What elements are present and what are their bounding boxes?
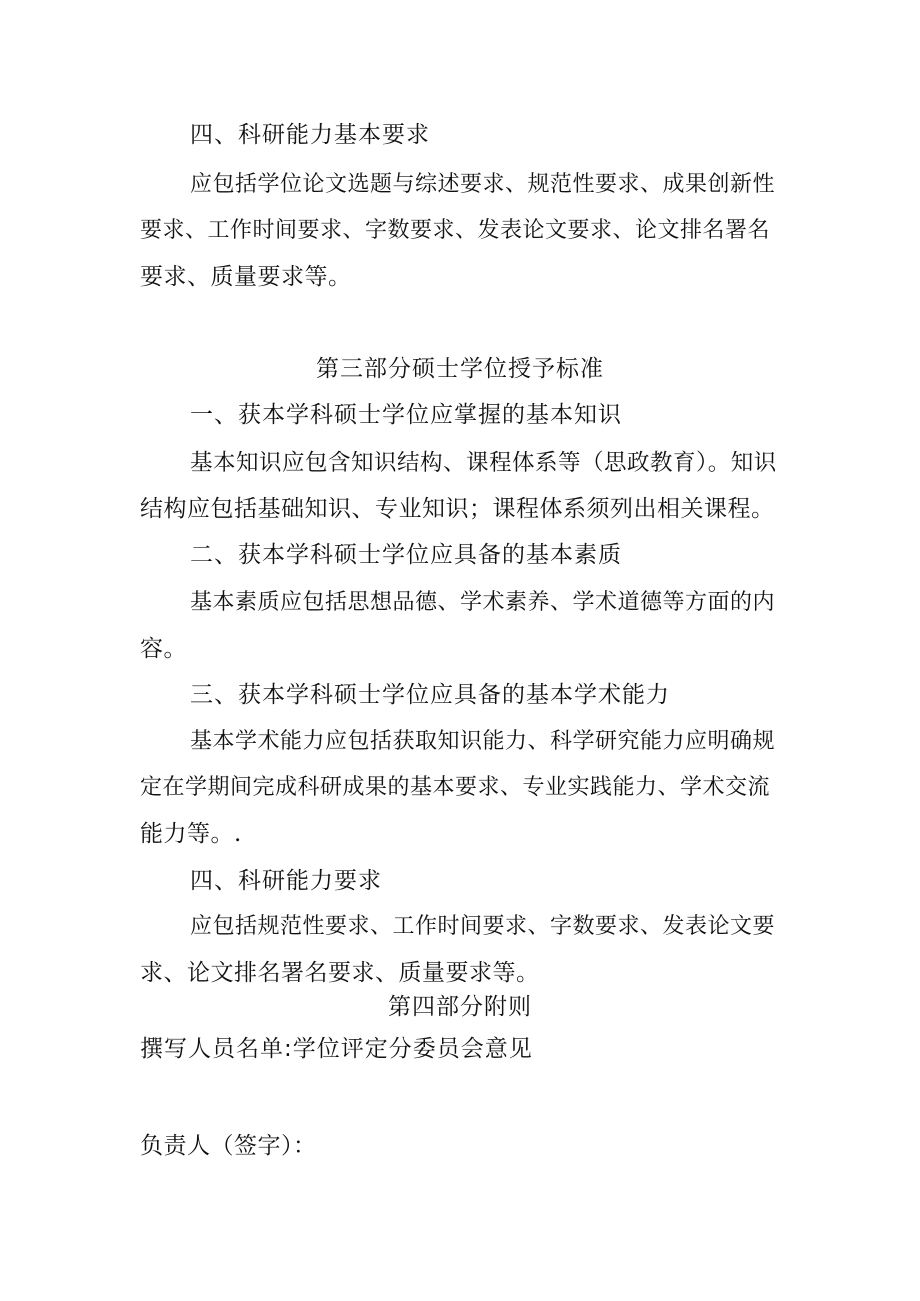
part3-section3-body-line-1: 基本学术能力应包括获取知识能力、科学研究能力应明确规 [190,729,776,754]
part3-section2-heading: 二、获本学科硕士学位应具备的基本素质 [190,542,622,568]
part3-section2-body-line-1: 基本素质应包括思想品德、学术素养、学术道德等方面的内 [190,590,776,615]
section4-body-line-1: 应包括学位论文选题与综述要求、规范性要求、成果创新性 [190,172,776,197]
part3-section1-body-line-2: 结构应包括基础知识、专业知识；课程体系须列出相关课程。 [140,496,775,522]
part3-section3-heading: 三、获本学科硕士学位应具备的基本学术能力 [190,682,670,708]
section4-heading: 四、科研能力基本要求 [190,122,430,148]
part3-section1-heading: 一、获本学科硕士学位应掌握的基本知识 [190,402,622,428]
signature-line: 负责人（签字）： [140,1133,317,1159]
part3-section3-body-line-3: 能力等。. [140,821,242,847]
part3-section3-body-line-2: 定在学期间完成科研成果的基本要求、专业实践能力、学术交流 [140,775,771,800]
part3-section4-heading: 四、科研能力要求 [190,868,382,894]
part3-section4-body-line-1: 应包括规范性要求、工作时间要求、字数要求、发表论文要 [190,914,776,939]
part4-title: 第四部分附则 [388,994,532,1020]
part3-title: 第三部分硕士学位授予标准 [316,356,604,382]
part3-section2-body-line-2: 容。 [140,636,187,662]
section4-body-line-3: 要求、质量要求等。 [140,264,352,290]
part3-section1-body-line-1: 基本知识应包含知识结构、课程体系等（思政教育）。知识 [190,450,777,476]
authors-line: 撰写人员名单:学位评定分委员会意见 [140,1036,533,1062]
section4-body-line-2: 要求、工作时间要求、字数要求、发表论文要求、论文排名署名 [140,218,771,243]
part3-section4-body-line-2: 求、论文排名署名要求、质量要求等。 [140,960,540,986]
